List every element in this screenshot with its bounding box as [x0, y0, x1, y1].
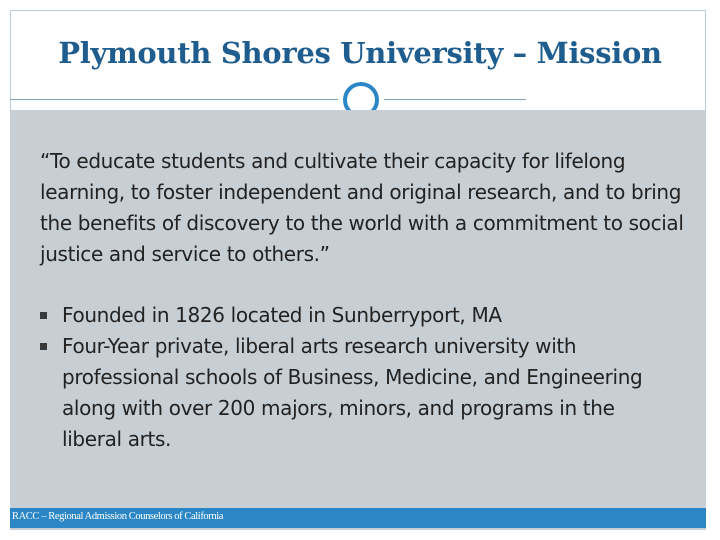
- bullet-item-programs: [40, 331, 680, 455]
- slide-title: Plymouth Shores University – Mission: [58, 36, 662, 70]
- footer-text: RACC – Regional Admission Counselors of California: [12, 511, 223, 522]
- footer-bar: [10, 508, 706, 528]
- content-panel: [10, 110, 706, 530]
- bullet-text: Four-Year private, liberal arts research university with professional schools of Business, Medicine, and Engineering along with over 200 majors, minors, and programs in the liberal arts.: [62, 334, 643, 451]
- square-bullet-icon: [40, 343, 47, 350]
- mission-quote: “To educate students and cultivate their capacity for lifelong learning, to foster independent and original research, and to bring the benefits of discovery to the world with a commitment to social justice and service to others.”: [40, 149, 684, 266]
- bullet-text: Founded in 1826 located in Sunberryport, MA: [62, 303, 502, 327]
- bullet-item-founded: [40, 300, 680, 331]
- title-divider-left: [10, 99, 338, 100]
- bullet-list: [40, 300, 680, 455]
- square-bullet-icon: [40, 312, 47, 319]
- title-divider-right: [384, 99, 526, 100]
